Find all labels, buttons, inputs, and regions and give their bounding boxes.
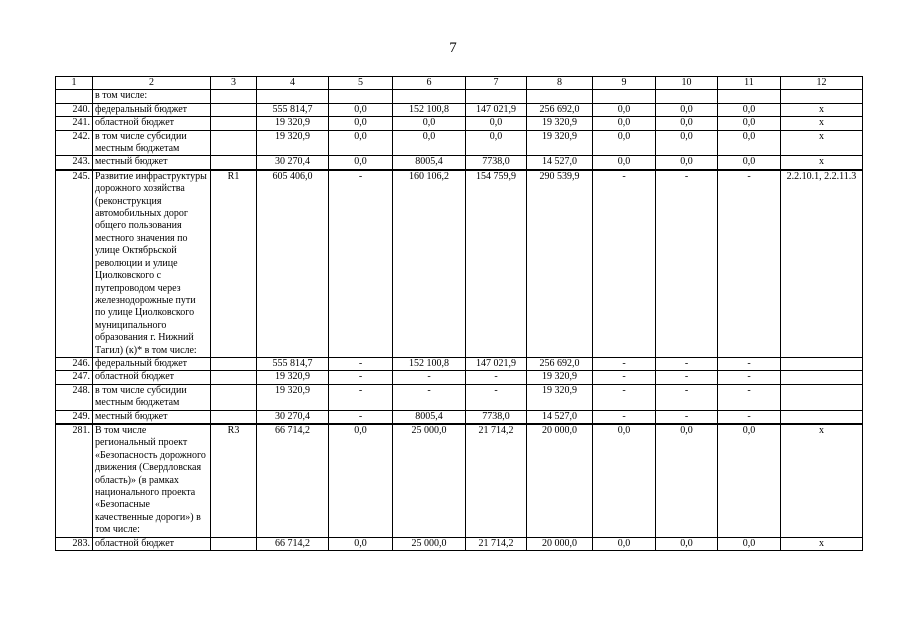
value-cell-11: -: [718, 384, 781, 410]
value-cell-9: 0,0: [593, 156, 656, 170]
value-cell-8: 19 320,9: [527, 130, 593, 156]
table-row: [56, 357, 863, 370]
value-cell-5: -: [329, 170, 393, 358]
row-code-cell: [211, 130, 257, 156]
value-cell-4: 66 714,2: [257, 537, 329, 550]
value-cell-8: [527, 90, 593, 103]
value-cell-6: [393, 90, 466, 103]
row-code-cell: R3: [211, 424, 257, 537]
target-cell: х: [781, 117, 863, 130]
value-cell-10: 0,0: [656, 424, 718, 537]
header-cell: 6: [393, 77, 466, 90]
value-cell-6: 8005,4: [393, 410, 466, 424]
value-cell-5: -: [329, 410, 393, 424]
target-cell: х: [781, 156, 863, 170]
table-row: [56, 117, 863, 130]
value-cell-11: 0,0: [718, 424, 781, 537]
value-cell-5: -: [329, 371, 393, 384]
value-cell-8: 256 692,0: [527, 103, 593, 116]
value-cell-9: 0,0: [593, 103, 656, 116]
value-cell-8: 19 320,9: [527, 117, 593, 130]
value-cell-8: 19 320,9: [527, 371, 593, 384]
value-cell-9: -: [593, 371, 656, 384]
table-row: [56, 130, 863, 156]
row-number-cell: 246.: [56, 357, 93, 370]
value-cell-10: 0,0: [656, 117, 718, 130]
value-cell-11: -: [718, 357, 781, 370]
value-cell-7: -: [466, 371, 527, 384]
row-name-cell: федеральный бюджет: [93, 357, 211, 370]
row-number-cell: 243.: [56, 156, 93, 170]
budget-table: [55, 76, 863, 551]
row-number-cell: 249.: [56, 410, 93, 424]
row-code-cell: R1: [211, 170, 257, 358]
value-cell-9: [593, 90, 656, 103]
value-cell-5: -: [329, 357, 393, 370]
value-cell-7: 21 714,2: [466, 537, 527, 550]
table-row: [56, 90, 863, 103]
value-cell-9: 0,0: [593, 537, 656, 550]
table-row: [56, 384, 863, 410]
row-number-cell: 242.: [56, 130, 93, 156]
value-cell-6: -: [393, 384, 466, 410]
row-code-cell: [211, 90, 257, 103]
value-cell-5: 0,0: [329, 156, 393, 170]
value-cell-4: 66 714,2: [257, 424, 329, 537]
header-cell: 3: [211, 77, 257, 90]
value-cell-7: 147 021,9: [466, 103, 527, 116]
row-code-cell: [211, 103, 257, 116]
row-number-cell: 247.: [56, 371, 93, 384]
value-cell-10: [656, 90, 718, 103]
row-name-cell: местный бюджет: [93, 156, 211, 170]
header-cell: 8: [527, 77, 593, 90]
target-cell: [781, 410, 863, 424]
header-cell: 12: [781, 77, 863, 90]
value-cell-9: -: [593, 357, 656, 370]
value-cell-10: -: [656, 384, 718, 410]
target-cell: [781, 371, 863, 384]
value-cell-5: [329, 90, 393, 103]
header-cell: 4: [257, 77, 329, 90]
value-cell-9: -: [593, 170, 656, 358]
table-row: [56, 170, 863, 358]
row-code-cell: [211, 371, 257, 384]
value-cell-7: 0,0: [466, 117, 527, 130]
value-cell-4: 555 814,7: [257, 103, 329, 116]
value-cell-5: 0,0: [329, 537, 393, 550]
value-cell-4: [257, 90, 329, 103]
row-name-cell: в том числе субсидии местным бюджетам: [93, 384, 211, 410]
value-cell-11: [718, 90, 781, 103]
value-cell-7: [466, 90, 527, 103]
value-cell-8: 20 000,0: [527, 424, 593, 537]
header-cell: 9: [593, 77, 656, 90]
target-cell: х: [781, 103, 863, 116]
row-code-cell: [211, 410, 257, 424]
value-cell-10: 0,0: [656, 537, 718, 550]
value-cell-6: -: [393, 371, 466, 384]
target-cell: [781, 90, 863, 103]
value-cell-9: -: [593, 384, 656, 410]
value-cell-4: 19 320,9: [257, 384, 329, 410]
value-cell-8: 14 527,0: [527, 410, 593, 424]
value-cell-5: 0,0: [329, 130, 393, 156]
row-name-cell: В том числе региональный проект «Безопасность дорожного движения (Свердловская область)» (в рамках национального проекта «Безопасные качественные дороги») в том числе:: [93, 424, 211, 537]
value-cell-5: 0,0: [329, 117, 393, 130]
value-cell-11: -: [718, 410, 781, 424]
value-cell-8: 19 320,9: [527, 384, 593, 410]
header-cell: 5: [329, 77, 393, 90]
value-cell-7: 7738,0: [466, 156, 527, 170]
value-cell-4: 19 320,9: [257, 371, 329, 384]
header-cell: 2: [93, 77, 211, 90]
value-cell-9: 0,0: [593, 130, 656, 156]
row-code-cell: [211, 357, 257, 370]
row-name-cell: местный бюджет: [93, 410, 211, 424]
header-cell: 11: [718, 77, 781, 90]
table-row: [56, 424, 863, 537]
row-code-cell: [211, 117, 257, 130]
target-cell: 2.2.10.1, 2.2.11.3: [781, 170, 863, 358]
value-cell-4: 30 270,4: [257, 410, 329, 424]
row-name-cell: в том числе субсидии местным бюджетам: [93, 130, 211, 156]
value-cell-9: 0,0: [593, 424, 656, 537]
value-cell-4: 19 320,9: [257, 117, 329, 130]
row-number-cell: 241.: [56, 117, 93, 130]
value-cell-9: 0,0: [593, 117, 656, 130]
value-cell-5: 0,0: [329, 103, 393, 116]
value-cell-10: -: [656, 357, 718, 370]
value-cell-8: 14 527,0: [527, 156, 593, 170]
table-row: [56, 371, 863, 384]
table-row: [56, 537, 863, 550]
value-cell-11: -: [718, 371, 781, 384]
value-cell-11: 0,0: [718, 156, 781, 170]
value-cell-7: 21 714,2: [466, 424, 527, 537]
row-name-cell: областной бюджет: [93, 117, 211, 130]
table-row: [56, 103, 863, 116]
value-cell-11: 0,0: [718, 537, 781, 550]
row-number-cell: 248.: [56, 384, 93, 410]
value-cell-7: 154 759,9: [466, 170, 527, 358]
value-cell-7: -: [466, 384, 527, 410]
header-cell: 7: [466, 77, 527, 90]
page-number: 7: [449, 40, 457, 56]
row-code-cell: [211, 537, 257, 550]
row-code-cell: [211, 384, 257, 410]
value-cell-6: 8005,4: [393, 156, 466, 170]
value-cell-4: 605 406,0: [257, 170, 329, 358]
value-cell-5: 0,0: [329, 424, 393, 537]
row-name-cell: областной бюджет: [93, 537, 211, 550]
row-number-cell: 283.: [56, 537, 93, 550]
value-cell-11: 0,0: [718, 103, 781, 116]
value-cell-6: 0,0: [393, 130, 466, 156]
target-cell: х: [781, 537, 863, 550]
target-cell: х: [781, 130, 863, 156]
target-cell: [781, 384, 863, 410]
value-cell-4: 555 814,7: [257, 357, 329, 370]
value-cell-6: 152 100,8: [393, 357, 466, 370]
value-cell-11: 0,0: [718, 117, 781, 130]
value-cell-4: 19 320,9: [257, 130, 329, 156]
value-cell-6: 25 000,0: [393, 424, 466, 537]
value-cell-7: 7738,0: [466, 410, 527, 424]
value-cell-7: 147 021,9: [466, 357, 527, 370]
value-cell-10: 0,0: [656, 103, 718, 116]
table-row: [56, 410, 863, 424]
value-cell-4: 30 270,4: [257, 156, 329, 170]
value-cell-8: 256 692,0: [527, 357, 593, 370]
row-name-cell: федеральный бюджет: [93, 103, 211, 116]
value-cell-6: 25 000,0: [393, 537, 466, 550]
value-cell-10: 0,0: [656, 130, 718, 156]
target-cell: [781, 357, 863, 370]
value-cell-11: -: [718, 170, 781, 358]
value-cell-9: -: [593, 410, 656, 424]
row-name-cell: областной бюджет: [93, 371, 211, 384]
row-number-cell: 281.: [56, 424, 93, 537]
header-cell: 10: [656, 77, 718, 90]
value-cell-10: 0,0: [656, 156, 718, 170]
row-number-cell: 240.: [56, 103, 93, 116]
value-cell-10: -: [656, 371, 718, 384]
row-code-cell: [211, 156, 257, 170]
value-cell-6: 0,0: [393, 117, 466, 130]
value-cell-5: -: [329, 384, 393, 410]
value-cell-6: 152 100,8: [393, 103, 466, 116]
target-cell: х: [781, 424, 863, 537]
value-cell-6: 160 106,2: [393, 170, 466, 358]
value-cell-11: 0,0: [718, 130, 781, 156]
row-number-cell: [56, 90, 93, 103]
table-header-row: [56, 77, 863, 90]
value-cell-10: -: [656, 170, 718, 358]
value-cell-10: -: [656, 410, 718, 424]
header-cell: 1: [56, 77, 93, 90]
table-row: [56, 156, 863, 170]
row-number-cell: 245.: [56, 170, 93, 358]
value-cell-8: 20 000,0: [527, 537, 593, 550]
row-name-cell: Развитие инфраструктуры дорожного хозяйства (реконструкция автомобильных дорог общего пользования местного значения по улице Октябрьской революции и улице Циолковского с путепроводом через железнодорожные пути по улице Циолковского муниципального образования г. Нижний Тагил) (к)* в том числе:: [93, 170, 211, 358]
value-cell-7: 0,0: [466, 130, 527, 156]
row-name-cell: в том числе:: [93, 90, 211, 103]
value-cell-8: 290 539,9: [527, 170, 593, 358]
